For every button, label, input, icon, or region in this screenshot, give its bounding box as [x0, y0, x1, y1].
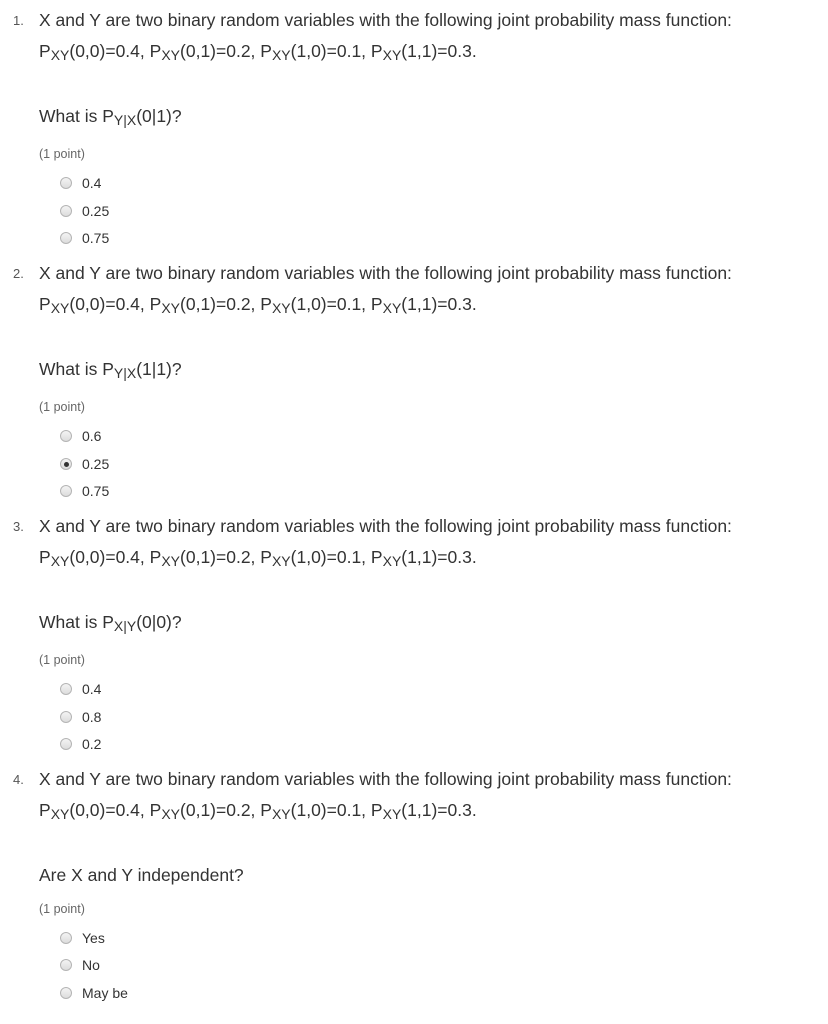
question-number: 1. — [13, 13, 24, 28]
answer-option[interactable] — [60, 426, 101, 446]
question-number: 2. — [13, 266, 24, 281]
answer-option[interactable] — [60, 481, 109, 501]
points-label: (1 point) — [39, 653, 85, 667]
points-label: (1 point) — [39, 902, 85, 916]
option-label: 0.6 — [82, 428, 102, 444]
option-label: Yes — [82, 930, 105, 946]
option-label: 0.4 — [82, 681, 102, 697]
answer-option[interactable] — [60, 734, 101, 754]
answer-option[interactable] — [60, 679, 101, 699]
option-label: 0.25 — [82, 203, 110, 219]
radio-button[interactable] — [60, 738, 72, 750]
question-prompt: What is $P_{Y|X}(0|1)$? — [39, 106, 182, 128]
option-label: 0.4 — [82, 175, 102, 191]
answer-option[interactable] — [60, 955, 100, 975]
option-label: 0.8 — [82, 709, 102, 725]
pmf-line: $P_{XY}(0,0)=0.4$, $P_{XY}(0,1)=0.2$, $P_{XY}(1,0)=0.1$, $P_{XY}(1,1)=0.3$. — [39, 800, 477, 822]
option-label: 0.75 — [82, 483, 110, 499]
option-label: May be — [82, 985, 128, 1001]
question-number: 4. — [13, 772, 24, 787]
answer-option[interactable] — [60, 228, 109, 248]
option-label: 0.2 — [82, 736, 102, 752]
question-intro: X and Y are two binary random variables with the following joint probability mass function: — [39, 263, 732, 283]
question-intro: X and Y are two binary random variables with the following joint probability mass function: — [39, 10, 732, 30]
question-prompt: What is $P_{Y|X}(1|1)$? — [39, 359, 182, 381]
answer-option[interactable] — [60, 983, 128, 1003]
radio-button[interactable] — [60, 683, 72, 695]
answer-option[interactable] — [60, 707, 101, 727]
radio-button[interactable] — [60, 932, 72, 944]
radio-button[interactable] — [60, 485, 72, 497]
answer-option[interactable] — [60, 173, 101, 193]
question-intro: X and Y are two binary random variables with the following joint probability mass function: — [39, 516, 732, 536]
question-prompt: What is $P_{X|Y}(0|0)$? — [39, 612, 182, 634]
pmf-line: $P_{XY}(0,0)=0.4$, $P_{XY}(0,1)=0.2$, $P_{XY}(1,0)=0.1$, $P_{XY}(1,1)=0.3$. — [39, 41, 477, 63]
radio-button[interactable] — [60, 205, 72, 217]
radio-button[interactable] — [60, 959, 72, 971]
option-label: No — [82, 957, 100, 973]
question-prompt: Are X and Y independent? — [39, 865, 244, 885]
answer-option[interactable] — [60, 928, 105, 948]
question-number: 3. — [13, 519, 24, 534]
answer-option[interactable] — [60, 454, 109, 474]
pmf-line: $P_{XY}(0,0)=0.4$, $P_{XY}(0,1)=0.2$, $P_{XY}(1,0)=0.1$, $P_{XY}(1,1)=0.3$. — [39, 547, 477, 569]
answer-option[interactable] — [60, 201, 109, 221]
pmf-line: $P_{XY}(0,0)=0.4$, $P_{XY}(0,1)=0.2$, $P_{XY}(1,0)=0.1$, $P_{XY}(1,1)=0.3$. — [39, 294, 477, 316]
question-intro: X and Y are two binary random variables with the following joint probability mass function: — [39, 769, 732, 789]
radio-button[interactable] — [60, 430, 72, 442]
option-label: 0.75 — [82, 230, 110, 246]
radio-button[interactable] — [60, 711, 72, 723]
radio-button[interactable] — [60, 987, 72, 999]
option-label: 0.25 — [82, 456, 110, 472]
radio-button-selected[interactable] — [60, 458, 72, 470]
points-label: (1 point) — [39, 400, 85, 414]
radio-button[interactable] — [60, 232, 72, 244]
radio-button[interactable] — [60, 177, 72, 189]
points-label: (1 point) — [39, 147, 85, 161]
